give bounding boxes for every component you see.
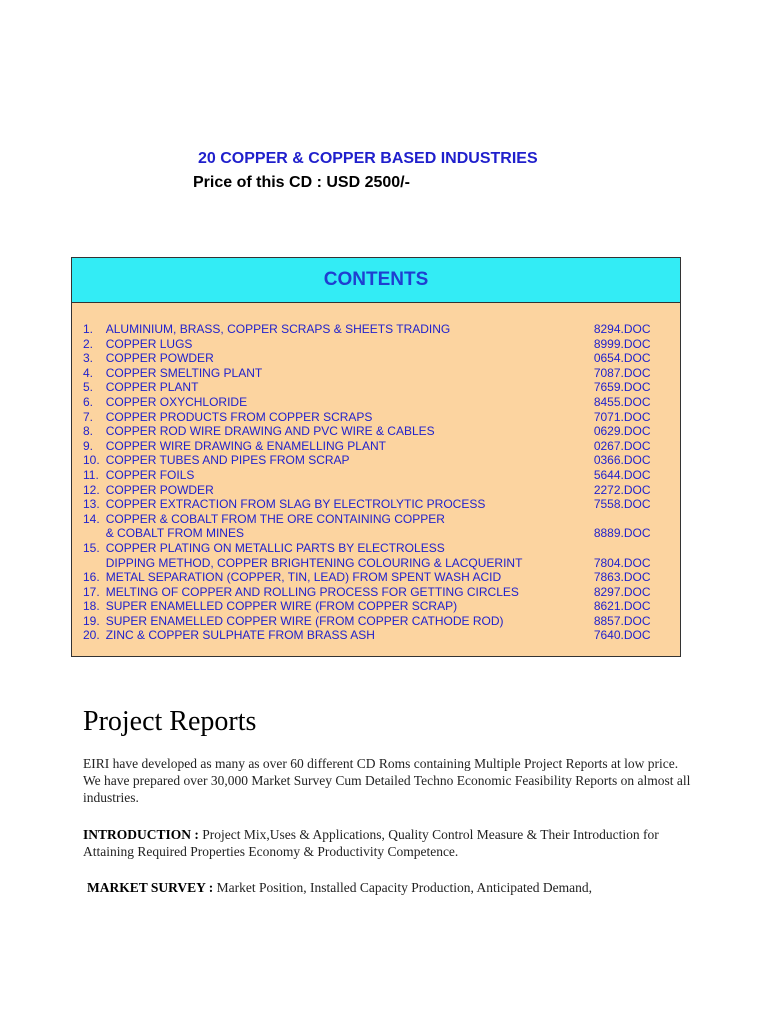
contents-item — [83, 468, 663, 483]
price-line: Price of this CD : USD 2500/- — [193, 174, 410, 191]
item-label-line: COPPER SMELTING PLANT — [105, 365, 263, 380]
item-label-line: COPPER POWDER — [105, 482, 214, 497]
item-label — [106, 570, 594, 585]
contents-item — [83, 337, 663, 352]
contents-item — [83, 497, 663, 512]
item-number: 9. — [83, 438, 94, 453]
contents-item — [83, 439, 663, 454]
item-label — [106, 439, 594, 454]
item-label — [106, 410, 594, 425]
item-doc: 7659.DOC — [593, 380, 651, 395]
item-doc: 7087.DOC — [593, 365, 651, 380]
item-doc: 8857.DOC — [593, 613, 651, 628]
item-label-line: & COBALT FROM MINES — [105, 526, 244, 541]
item-label — [106, 599, 594, 614]
item-label — [106, 351, 594, 366]
item-label-line: COPPER POWDER — [105, 351, 214, 366]
contents-item — [83, 410, 663, 425]
item-number: 17. — [83, 584, 100, 599]
introduction-text: Project Mix,Uses & Applications, Quality Control Measure & Their Introduction for Attaining Required Properties Economy & Productivity Competence. — [83, 827, 659, 859]
item-doc: 8297.DOC — [593, 584, 651, 599]
item-number: 14. — [83, 511, 100, 526]
item-label-line: COPPER & COBALT FROM THE ORE CONTAINING COPPER — [105, 511, 445, 526]
item-number: 1. — [83, 322, 94, 336]
item-doc: 8889.DOC — [593, 526, 651, 541]
item-label — [106, 453, 594, 468]
item-label-line: COPPER TUBES AND PIPES FROM SCRAP — [105, 453, 350, 468]
item-label-line: MELTING OF COPPER AND ROLLING PROCESS FOR GETTING CIRCLES — [105, 584, 519, 599]
item-label — [106, 322, 594, 337]
contents-item — [83, 541, 663, 570]
item-number: 6. — [83, 394, 94, 409]
item-label-line: SUPER ENAMELLED COPPER WIRE (FROM COPPER SCRAP) — [105, 599, 458, 614]
item-label — [106, 424, 594, 439]
item-number: 18. — [83, 599, 100, 614]
item-doc: 2272.DOC — [593, 482, 651, 497]
item-label-line: METAL SEPARATION (COPPER, TIN, LEAD) FROM SPENT WASH ACID — [105, 570, 502, 585]
item-number: 8. — [83, 424, 94, 439]
contents-item — [83, 380, 663, 395]
contents-item — [83, 395, 663, 410]
page-title: 20 COPPER & COPPER BASED INDUSTRIES — [198, 150, 538, 167]
item-doc: 7640.DOC — [593, 628, 651, 643]
contents-item — [83, 322, 663, 337]
item-number: 16. — [83, 570, 100, 585]
contents-header — [72, 258, 680, 303]
contents-box — [71, 257, 681, 657]
item-label-line: COPPER ROD WIRE DRAWING AND PVC WIRE & CABLES — [105, 424, 435, 439]
item-doc: 0366.DOC — [593, 453, 651, 468]
contents-list — [83, 322, 663, 643]
item-number: 19. — [83, 613, 100, 628]
item-label — [106, 337, 594, 352]
item-label-line: DIPPING METHOD, COPPER BRIGHTENING COLOURING & LACQUERINT — [105, 555, 523, 570]
item-number: 5. — [83, 380, 94, 395]
item-number: 2. — [83, 336, 94, 351]
item-label-line: COPPER WIRE DRAWING & ENAMELLING PLANT — [105, 438, 386, 453]
item-label — [106, 541, 594, 570]
item-doc: 8294.DOC — [593, 322, 651, 336]
item-label — [106, 614, 594, 629]
contents-heading: CONTENTS — [323, 269, 429, 290]
item-label-line: COPPER PRODUCTS FROM COPPER SCRAPS — [105, 409, 373, 424]
intro-paragraph: EIRI have developed as many as over 60 different CD Roms containing Multiple Project Reports at low price. We have prepared over 30,000 Market Survey Cum Detailed Techno Economic Feasibility Reports on almost all industries. — [83, 756, 691, 805]
item-label — [106, 380, 594, 395]
item-label-line: COPPER EXTRACTION FROM SLAG BY ELECTROLYTIC PROCESS — [105, 497, 486, 512]
contents-item — [83, 512, 663, 541]
item-number: 3. — [83, 351, 94, 366]
item-label — [106, 468, 594, 483]
item-doc: 5644.DOC — [593, 467, 651, 482]
market-text: Market Position, Installed Capacity Production, Anticipated Demand, — [213, 880, 592, 895]
contents-item — [83, 424, 663, 439]
contents-item — [83, 614, 663, 629]
item-label-line: ZINC & COPPER SULPHATE FROM BRASS ASH — [105, 628, 375, 643]
item-doc: 8621.DOC — [593, 599, 651, 614]
item-number: 7. — [83, 409, 94, 424]
introduction-paragraph — [83, 826, 693, 860]
item-label-line: COPPER PLATING ON METALLIC PARTS BY ELECTROLESS — [105, 540, 445, 555]
item-doc: 7071.DOC — [593, 409, 651, 424]
item-number: 15. — [83, 540, 100, 555]
contents-item — [83, 453, 663, 468]
contents-item — [83, 366, 663, 381]
item-doc: 0654.DOC — [593, 351, 651, 366]
item-label — [106, 366, 594, 381]
contents-item — [83, 628, 663, 643]
item-number: 11. — [83, 467, 99, 482]
contents-item — [83, 570, 663, 585]
item-label-line: COPPER FOILS — [105, 467, 195, 482]
item-label-line: COPPER OXYCHLORIDE — [105, 394, 248, 409]
item-number: 10. — [83, 453, 100, 468]
item-label-line: SUPER ENAMELLED COPPER WIRE (FROM COPPER CATHODE ROD) — [105, 613, 504, 628]
item-label — [106, 512, 594, 541]
item-doc: 0629.DOC — [593, 424, 651, 439]
item-doc: 7804.DOC — [593, 555, 651, 570]
item-label — [106, 585, 594, 600]
market-paragraph — [87, 879, 697, 896]
item-doc: 0267.DOC — [593, 438, 651, 453]
item-label — [106, 628, 594, 643]
item-label — [106, 483, 594, 498]
item-doc: 8999.DOC — [593, 336, 651, 351]
contents-item — [83, 351, 663, 366]
item-number: 12. — [83, 482, 100, 497]
item-label-line: ALUMINIUM, BRASS, COPPER SCRAPS & SHEETS TRADING — [105, 322, 451, 336]
item-doc: 8455.DOC — [593, 394, 651, 409]
section-heading: Project Reports — [83, 706, 257, 737]
item-number: 13. — [83, 497, 100, 512]
contents-item — [83, 585, 663, 600]
introduction-label: INTRODUCTION : — [83, 827, 199, 842]
item-label-line: COPPER LUGS — [105, 336, 193, 351]
item-doc: 7863.DOC — [593, 570, 651, 585]
item-label — [106, 395, 594, 410]
item-doc: 7558.DOC — [593, 497, 651, 512]
item-label-line: COPPER PLANT — [105, 380, 199, 395]
contents-item — [83, 483, 663, 498]
contents-item — [83, 599, 663, 614]
item-number: 20. — [83, 628, 100, 643]
item-number: 4. — [83, 365, 94, 380]
market-label: MARKET SURVEY : — [87, 880, 214, 895]
item-label — [106, 497, 594, 512]
